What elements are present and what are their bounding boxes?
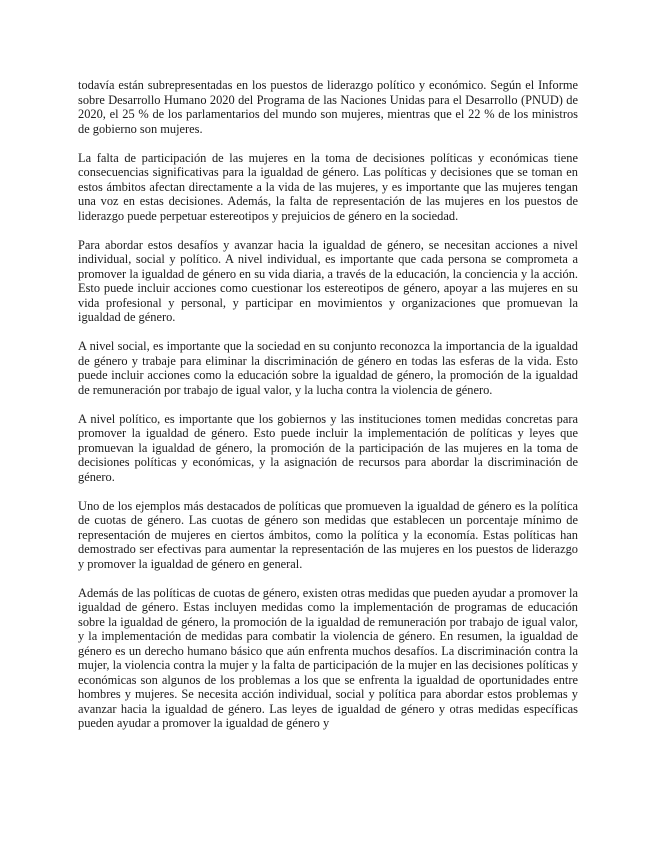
paragraph: Además de las políticas de cuotas de género, existen otras medidas que pueden ayudar a promover la igualdad de género. Estas incluyen medidas como la implementación de programas de educación sobre la igualdad de género, la promoción de la igualdad de remuneración por trabajo de igual valor, y la implementación de medidas para combatir la violencia de género. En resumen, la igualdad de género es un derecho humano básico que aún enfrenta muchos desafíos. La discriminación contra la mujer, la violencia contra la mujer y la falta de participación de la mujer en las decisiones políticas y económicas son algunos de los problemas a los que se enfrenta la igualdad de oportunidades entre hombres y mujeres. Se necesita acción individual, social y política para abordar estos problemas y avanzar hacia la igualdad de género. Las leyes de igualdad de género y otras medidas específicas pueden ayudar a promover la igualdad de género y bbox=[78, 585, 578, 730]
paragraph: todavía están subrepresentadas en los puestos de liderazgo político y económico. Según el Informe sobre Desarrollo Humano 2020 del Programa de las Naciones Unidas para el Desarrollo (PNUD) de 2020, el 25 % de los parlamentarios del mundo son mujeres, mientras que el 22 % de los ministros de gobierno son mujeres. bbox=[78, 78, 578, 136]
paragraph: Para abordar estos desafíos y avanzar hacia la igualdad de género, se necesitan acciones a nivel individual, social y político. A nivel individual, es importante que cada persona se comprometa a promover la igualdad de género en su vida diaria, a través de la educación, la conciencia y la acción. Esto puede incluir acciones como cuestionar los estereotipos de género, apoyar a las mujeres en su vida profesional y personal, y participar en movimientos y organizaciones que promuevan la igualdad de género. bbox=[78, 237, 578, 324]
paragraph: A nivel político, es importante que los gobiernos y las instituciones tomen medidas concretas para promover la igualdad de género. Esto puede incluir la implementación de políticas y leyes que promuevan la igualdad de género, la promoción de la participación de las mujeres en la toma de decisiones políticas y económicas, y la asignación de recursos para abordar la discriminación de género. bbox=[78, 411, 578, 484]
paragraph: La falta de participación de las mujeres en la toma de decisiones políticas y económicas tiene consecuencias significativas para la igualdad de género. Las políticas y decisiones que se toman en estos ámbitos afectan directamente a la vida de las mujeres, y es importante que las mujeres tengan una voz en estas decisiones. Además, la falta de representación de las mujeres en los puestos de liderazgo puede perpetuar estereotipos y prejuicios de género en la sociedad. bbox=[78, 150, 578, 223]
document-page bbox=[78, 78, 578, 731]
paragraph: A nivel social, es importante que la sociedad en su conjunto reconozca la importancia de la igualdad de género y trabaje para eliminar la discriminación de género en todas las esferas de la vida. Esto puede incluir acciones como la educación sobre la igualdad de género, la promoción de la igualdad de remuneración por trabajo de igual valor, y la lucha contra la violencia de género. bbox=[78, 339, 578, 397]
paragraph: Uno de los ejemplos más destacados de políticas que promueven la igualdad de género es la política de cuotas de género. Las cuotas de género son medidas que establecen un porcentaje mínimo de representación de mujeres en ciertos ámbitos, como la política y la economía. Estas políticas han demostrado ser efectivas para aumentar la representación de las mujeres en los puestos de liderazgo y promover la igualdad de género en general. bbox=[78, 498, 578, 571]
